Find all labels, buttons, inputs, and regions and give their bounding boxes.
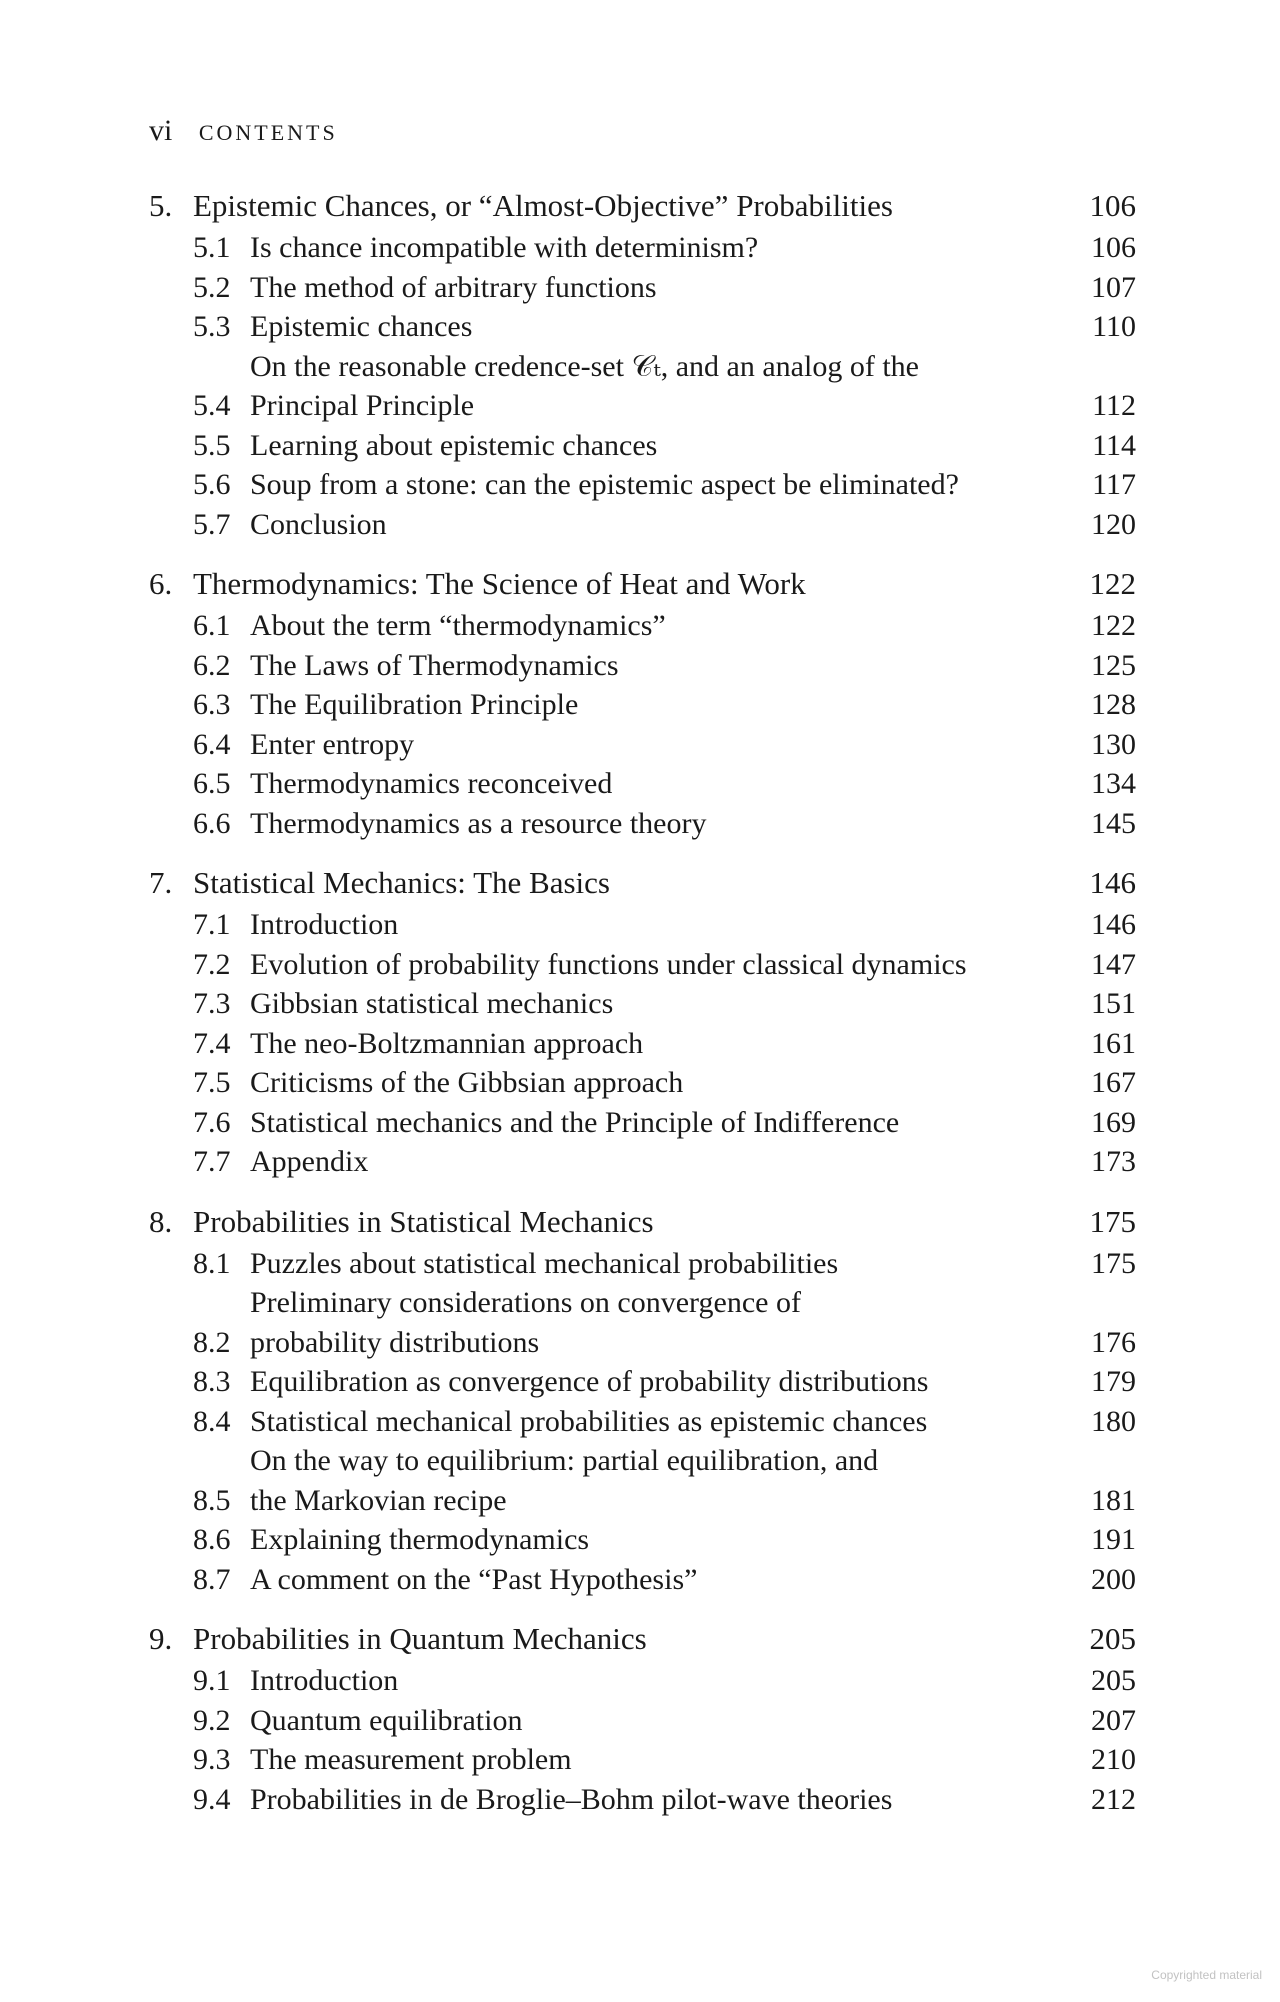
section-number: 5.7 — [193, 507, 231, 541]
chapter-entry — [149, 861, 1136, 905]
section-title — [250, 505, 1056, 545]
chapter-number: 8. — [149, 1203, 173, 1239]
page-number: vi — [149, 114, 173, 147]
section-page-number: 173 — [1091, 1145, 1136, 1178]
section-title-line: Gibbsian statistical mechanics — [250, 987, 614, 1020]
section-title — [250, 268, 1056, 308]
section-title-line: Evolution of probability functions under classical dynamics — [250, 947, 967, 981]
section-page-number: 117 — [1092, 468, 1136, 501]
chapter-page-number: 122 — [1089, 566, 1136, 601]
section-title — [250, 1283, 1056, 1362]
section-title-line: Epistemic chances — [250, 310, 473, 343]
section-title-line: Principal Principle — [250, 389, 475, 422]
chapter-title: Thermodynamics: The Science of Heat and Work — [193, 566, 806, 601]
section-title — [250, 228, 1056, 268]
section-title-line: On the reasonable credence-set 𝒞ₜ, and an analog of the — [250, 349, 919, 383]
section-title — [250, 1362, 1056, 1402]
page-header — [149, 112, 338, 152]
section-page-number: 145 — [1091, 806, 1136, 840]
section-title-line: Preliminary considerations on convergence of — [250, 1286, 801, 1319]
chapter-title: Statistical Mechanics: The Basics — [193, 865, 610, 900]
section-number: 6.3 — [193, 688, 231, 721]
section-number: 5.5 — [193, 428, 231, 462]
section-title — [250, 764, 1056, 804]
section-entry — [149, 1362, 1136, 1402]
section-entry — [149, 1244, 1136, 1284]
section-title — [250, 725, 1056, 765]
section-title — [250, 905, 1056, 945]
section-title-line: Statistical mechanics and the Principle of Indifference — [250, 1105, 900, 1139]
section-number: 5.3 — [193, 310, 231, 343]
section-title — [250, 945, 1056, 985]
section-entry — [149, 347, 1136, 426]
section-title-line: Probabilities in de Broglie–Bohm pilot-wave theories — [250, 1782, 893, 1816]
section-title-line: Is chance incompatible with determinism? — [250, 231, 759, 264]
section-entry — [149, 984, 1136, 1024]
section-title — [250, 1244, 1056, 1284]
section-entry — [149, 268, 1136, 308]
section-page-number: 147 — [1091, 947, 1136, 981]
chapter-title: Epistemic Chances, or “Almost-Objective” Probabilities — [193, 188, 893, 223]
section-entry — [149, 606, 1136, 646]
section-entry — [149, 646, 1136, 686]
section-title — [250, 606, 1056, 646]
section-number: 5.4 — [193, 389, 231, 422]
toc-chapter — [149, 184, 1136, 544]
section-title-line: Explaining thermodynamics — [250, 1523, 590, 1556]
section-title — [250, 804, 1056, 844]
toc-chapter — [149, 1200, 1136, 1600]
section-title-line: Conclusion — [250, 507, 387, 541]
section-page-number: 134 — [1091, 767, 1136, 800]
section-page-number: 110 — [1092, 310, 1136, 343]
section-title-line: Quantum equilibration — [250, 1703, 523, 1737]
section-page-number: 207 — [1091, 1703, 1136, 1737]
section-entry — [149, 1103, 1136, 1143]
section-number: 7.7 — [193, 1145, 231, 1178]
section-number: 7.1 — [193, 908, 231, 941]
section-title — [250, 1661, 1056, 1701]
section-page-number: 125 — [1091, 648, 1136, 682]
section-page-number: 191 — [1091, 1523, 1136, 1556]
section-page-number: 114 — [1092, 428, 1136, 462]
section-page-number: 151 — [1091, 987, 1136, 1020]
section-entry — [149, 685, 1136, 725]
running-head: CONTENTS — [198, 120, 338, 145]
section-entry — [149, 1142, 1136, 1182]
section-page-number: 205 — [1091, 1664, 1136, 1697]
section-number: 9.3 — [193, 1743, 231, 1776]
section-title — [250, 1402, 1056, 1442]
section-title — [250, 984, 1056, 1024]
section-page-number: 130 — [1091, 727, 1136, 761]
section-entry — [149, 505, 1136, 545]
section-title — [250, 1701, 1056, 1741]
section-entry — [149, 228, 1136, 268]
section-number: 6.1 — [193, 609, 231, 642]
section-title — [250, 1780, 1056, 1820]
section-number: 5.2 — [193, 270, 231, 304]
section-page-number: 180 — [1091, 1404, 1136, 1438]
chapter-number: 7. — [149, 865, 173, 900]
section-entry — [149, 1283, 1136, 1362]
section-page-number: 169 — [1091, 1105, 1136, 1139]
section-title — [250, 307, 1056, 347]
section-title-line: A comment on the “Past Hypothesis” — [250, 1562, 698, 1596]
chapter-page-number: 106 — [1089, 188, 1136, 223]
section-title — [250, 426, 1056, 466]
section-page-number: 176 — [1091, 1325, 1136, 1359]
toc-chapter — [149, 861, 1136, 1182]
section-number: 9.1 — [193, 1664, 231, 1697]
chapter-number: 5. — [149, 188, 173, 223]
section-title — [250, 1024, 1056, 1064]
section-page-number: 128 — [1091, 688, 1136, 721]
section-page-number: 181 — [1091, 1483, 1136, 1517]
copyright-watermark: Copyrighted material — [1151, 1968, 1262, 1982]
section-number: 7.5 — [193, 1066, 231, 1099]
section-number: 7.6 — [193, 1105, 231, 1139]
section-page-number: 200 — [1091, 1562, 1136, 1596]
section-number: 9.2 — [193, 1703, 231, 1737]
section-entry — [149, 1780, 1136, 1820]
section-title-line: Statistical mechanical probabilities as epistemic chances — [250, 1404, 928, 1438]
section-number: 8.2 — [193, 1325, 231, 1359]
chapter-title: Probabilities in Statistical Mechanics — [193, 1203, 654, 1239]
section-entry — [149, 1024, 1136, 1064]
section-title-line: Puzzles about statistical mechanical probabilities — [250, 1246, 839, 1280]
chapter-entry — [149, 562, 1136, 606]
section-number: 9.4 — [193, 1782, 231, 1816]
section-number: 6.2 — [193, 648, 231, 682]
section-title — [250, 1063, 1056, 1103]
section-title — [250, 347, 1056, 426]
section-title-line: Equilibration as convergence of probability distributions — [250, 1365, 929, 1398]
section-entry — [149, 1740, 1136, 1780]
section-title — [250, 1520, 1056, 1560]
section-number: 8.6 — [193, 1523, 231, 1556]
section-page-number: 122 — [1091, 609, 1136, 642]
section-entry — [149, 1063, 1136, 1103]
section-entry — [149, 426, 1136, 466]
section-entry — [149, 1661, 1136, 1701]
section-page-number: 106 — [1091, 231, 1136, 264]
section-number: 8.4 — [193, 1404, 231, 1438]
section-title — [250, 1740, 1056, 1780]
section-entry — [149, 764, 1136, 804]
section-number: 7.4 — [193, 1026, 231, 1060]
section-title-line: Thermodynamics as a resource theory — [250, 806, 707, 840]
section-title-line: Introduction — [250, 1664, 399, 1697]
section-entry — [149, 945, 1136, 985]
chapter-entry — [149, 1617, 1136, 1661]
section-number: 6.6 — [193, 806, 231, 840]
section-title — [250, 685, 1056, 725]
section-entry — [149, 1441, 1136, 1520]
section-page-number: 107 — [1091, 270, 1136, 304]
section-title-line: Criticisms of the Gibbsian approach — [250, 1066, 684, 1099]
section-number: 8.3 — [193, 1365, 231, 1398]
section-page-number: 212 — [1091, 1782, 1136, 1816]
section-entry — [149, 1520, 1136, 1560]
section-title — [250, 465, 1056, 505]
section-title-line: About the term “thermodynamics” — [250, 609, 666, 642]
section-number: 8.1 — [193, 1246, 231, 1280]
section-page-number: 167 — [1091, 1066, 1136, 1099]
section-title-line: Thermodynamics reconceived — [250, 767, 613, 800]
section-title-line: The Laws of Thermodynamics — [250, 648, 619, 682]
section-title-line: the Markovian recipe — [250, 1483, 507, 1517]
section-title-line: Learning about epistemic chances — [250, 428, 658, 462]
chapter-entry — [149, 184, 1136, 228]
section-title-line: Soup from a stone: can the epistemic aspect be eliminated? — [250, 468, 959, 501]
section-page-number: 175 — [1091, 1246, 1136, 1280]
section-number: 8.7 — [193, 1562, 231, 1596]
table-of-contents — [149, 184, 1136, 1837]
section-title-line: The neo-Boltzmannian approach — [250, 1026, 644, 1060]
section-title-line: Enter entropy — [250, 727, 415, 761]
section-title — [250, 1103, 1056, 1143]
section-title-line: On the way to equilibrium: partial equilibration, and — [250, 1444, 879, 1477]
section-number: 5.6 — [193, 468, 231, 501]
section-entry — [149, 465, 1136, 505]
section-entry — [149, 804, 1136, 844]
chapter-number: 6. — [149, 566, 173, 601]
chapter-number: 9. — [149, 1621, 173, 1656]
chapter-page-number: 146 — [1089, 865, 1136, 900]
section-title — [250, 646, 1056, 686]
chapter-page-number: 205 — [1089, 1621, 1136, 1656]
section-entry — [149, 725, 1136, 765]
section-entry — [149, 1402, 1136, 1442]
section-number: 6.4 — [193, 727, 231, 761]
section-title — [250, 1441, 1056, 1520]
section-title — [250, 1560, 1056, 1600]
section-page-number: 161 — [1091, 1026, 1136, 1060]
section-title-line: Appendix — [250, 1145, 369, 1178]
section-number: 5.1 — [193, 231, 231, 264]
section-entry — [149, 1560, 1136, 1600]
section-entry — [149, 307, 1136, 347]
section-entry — [149, 905, 1136, 945]
chapter-title: Probabilities in Quantum Mechanics — [193, 1621, 647, 1656]
chapter-page-number: 175 — [1089, 1203, 1136, 1239]
section-number: 7.2 — [193, 947, 231, 981]
toc-chapter — [149, 1617, 1136, 1819]
section-number: 7.3 — [193, 987, 231, 1020]
section-title-line: probability distributions — [250, 1325, 540, 1359]
section-page-number: 112 — [1092, 389, 1136, 422]
section-entry — [149, 1701, 1136, 1741]
chapter-entry — [149, 1200, 1136, 1244]
section-page-number: 210 — [1091, 1743, 1136, 1776]
section-title-line: The measurement problem — [250, 1743, 572, 1776]
section-page-number: 120 — [1091, 507, 1136, 541]
section-number: 8.5 — [193, 1483, 231, 1517]
toc-chapter — [149, 562, 1136, 843]
section-title-line: The Equilibration Principle — [250, 688, 579, 721]
section-number: 6.5 — [193, 767, 231, 800]
section-page-number: 146 — [1091, 908, 1136, 941]
section-title-line: The method of arbitrary functions — [250, 270, 657, 304]
section-page-number: 179 — [1091, 1365, 1136, 1398]
section-title — [250, 1142, 1056, 1182]
section-title-line: Introduction — [250, 908, 399, 941]
